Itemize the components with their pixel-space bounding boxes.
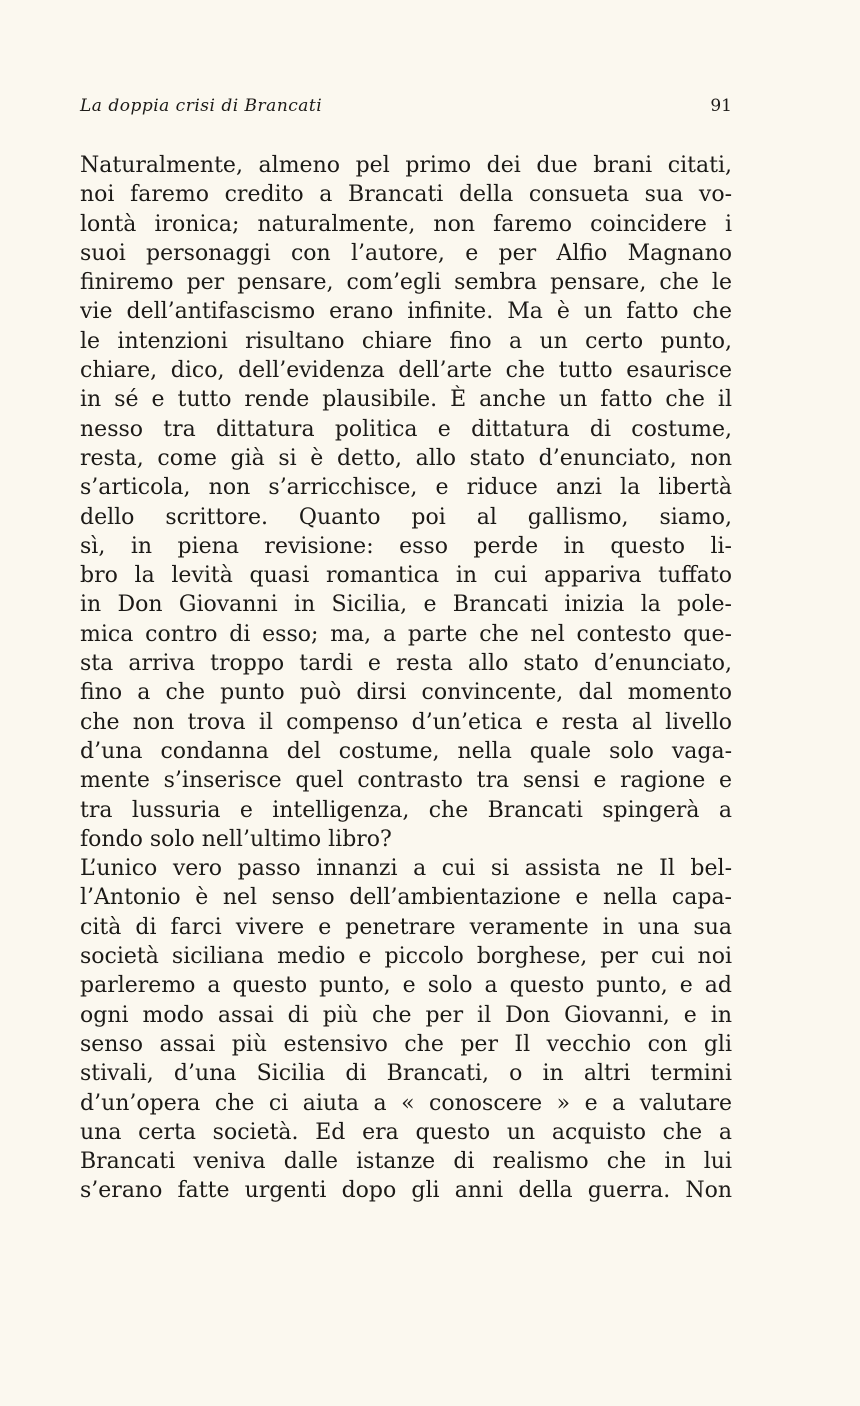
- text-line: cità di farci vivere e penetrare veramente in una sua: [80, 914, 732, 940]
- text-line: tra lussuria e intelligenza, che Brancati spingerà a: [80, 797, 732, 823]
- running-head: [80, 96, 732, 120]
- text-line: parleremo a questo punto, e solo a questo punto, e ad: [80, 973, 732, 999]
- text-line: in sé e tutto rende plausibile. È anche un fatto che il: [80, 387, 732, 413]
- text-line: che non trova il compenso d’un’etica e resta al livello: [80, 709, 732, 735]
- text-line: Naturalmente, almeno pel primo dei due brani citati,: [80, 153, 732, 178]
- text-line: ogni modo assai di più che per il Don Giovanni, e in: [80, 1002, 732, 1028]
- text-line: società siciliana medio e piccolo borghese, per cui noi: [80, 944, 732, 970]
- text-line: suoi personaggi con l’autore, e per Alfio Magnano: [80, 240, 732, 266]
- text-line: L’unico vero passo innanzi a cui si assista ne Il bel-: [80, 856, 732, 882]
- text-line: finiremo per pensare, com’egli sembra pensare, che le: [80, 270, 732, 296]
- text-line: fondo solo nell’ultimo libro?: [80, 826, 392, 852]
- running-title: La doppia crisi di Brancati: [80, 96, 323, 116]
- text-line: in Don Giovanni in Sicilia, e Brancati inizia la pole-: [80, 592, 732, 618]
- text-line: d’una condanna del costume, nella quale solo vaga-: [80, 738, 732, 764]
- text-line: una certa società. Ed era questo un acquisto che a: [80, 1119, 732, 1145]
- text-line: vie dell’antifascismo erano infinite. Ma è un fatto che: [80, 299, 732, 325]
- page-number: 91: [710, 96, 732, 116]
- text-line: chiare, dico, dell’evidenza dell’arte che tutto esaurisce: [80, 358, 732, 384]
- text-line: s’articola, non s’arricchisce, e riduce anzi la libertà: [80, 475, 732, 501]
- text-line: sta arriva troppo tardi e resta allo stato d’enunciato,: [80, 651, 732, 677]
- text-line: sì, in piena revisione: esso perde in questo li-: [80, 533, 732, 559]
- text-line: lontà ironica; naturalmente, non faremo coincidere i: [80, 211, 732, 237]
- text-line: le intenzioni risultano chiare fino a un certo punto,: [80, 328, 732, 354]
- text-line: senso assai più estensivo che per Il vecchio con gli: [80, 1031, 732, 1057]
- text-line: l’Antonio è nel senso dell’ambientazione e nella capa-: [80, 885, 732, 911]
- text-line: resta, come già si è detto, allo stato d’enunciato, non: [80, 445, 732, 471]
- text-line: mica contro di esso; ma, a parte che nel contesto que-: [80, 621, 732, 647]
- text-line: stivali, d’una Sicilia di Brancati, o in altri termini: [80, 1061, 732, 1087]
- text-line: nesso tra dittatura politica e dittatura di costume,: [80, 416, 732, 442]
- text-line: dello scrittore. Quanto poi al gallismo, siamo,: [80, 504, 732, 530]
- text-line: s’erano fatte urgenti dopo gli anni della guerra. Non: [80, 1178, 732, 1204]
- body-text: [80, 151, 732, 1206]
- text-line: d’un’opera che ci aiuta a « conoscere » e a valutare: [80, 1090, 732, 1116]
- text-line: mente s’inserisce quel contrasto tra sensi e ragione e: [80, 768, 732, 794]
- text-line: fino a che punto può dirsi convincente, dal momento: [80, 680, 732, 706]
- text-line: Brancati veniva dalle istanze di realismo che in lui: [80, 1149, 732, 1175]
- text-line: bro la levità quasi romantica in cui appariva tuffato: [80, 563, 732, 589]
- text-line: noi faremo credito a Brancati della consueta sua vo-: [80, 182, 732, 208]
